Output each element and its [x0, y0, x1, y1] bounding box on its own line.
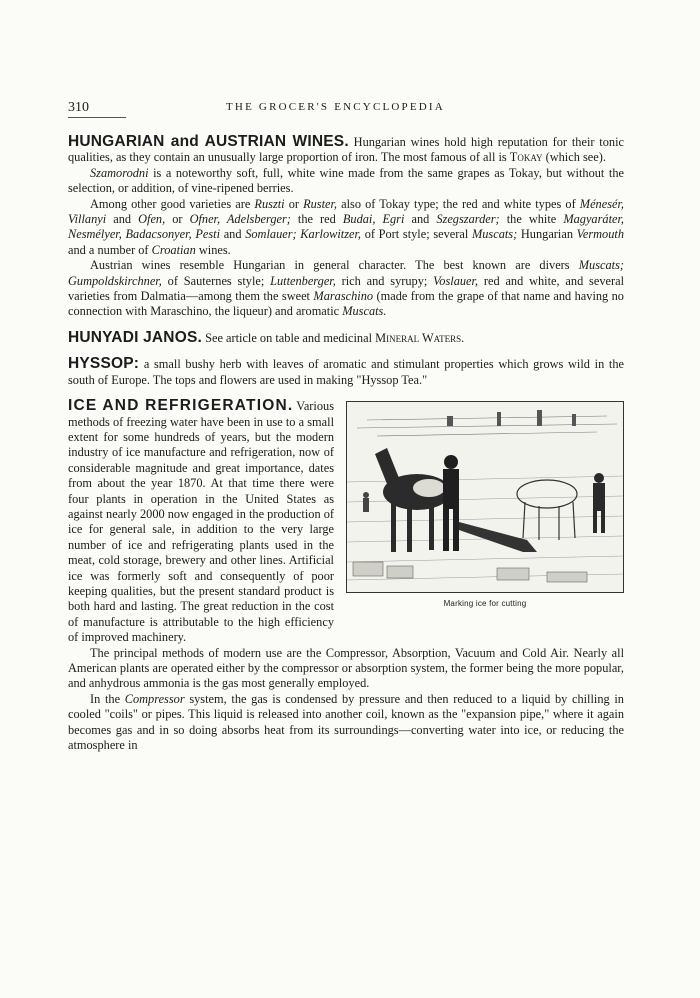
page-body — [68, 124, 624, 753]
ice-paragraph-1: ICE AND REFRIGERATION. Various methods of freezing water have been in use to a small extent for some hundreds of years, but the modern industry of ice manufacture and refrigeration, now of considerable magnitude and great importance, dates from about the year 1870. At that time there were four plants in operation in the United States as against nearly 2000 now engaged in the production of ice for general sale, in addition to the very large number of ice and refrigerating plants used in the meat, cold storage, brewery and other lines. Artificial ice was formerly soft and consequently of poor keeping qualities, but the present standard product is both hard and lasting. The great reduction in the cost of manufacture is attributable to the high efficiency of improved machinery. — [68, 397, 335, 645]
entry-hunyadi-janos: HUNYADI JANOS. See article on table and medicinal Mineral Waters. — [68, 328, 465, 346]
entry-ice-refrigeration — [68, 398, 624, 753]
ice-field-engraving — [347, 402, 623, 592]
entry-hyssop: HYSSOP: a small bushy herb with leaves of aromatic and stimulant properties which grows wild in the south of Europe. The tops and flowers are used in making "Hyssop Tea." — [68, 355, 624, 387]
hungarian-paragraph-4: Austrian wines resemble Hungarian in general character. The best known are divers Muscats; Gumpoldskirchner, of Sauternes style; Luttenberger, rich and syrupy; Voslauer, red and white, and several varieties from Dalmatia—among them the sweet Maraschino (made from the grape of that name and having no connection with Maraschino, the liqueur) and aromatic Muscats. — [68, 258, 625, 319]
figure-caption: Marking ice for cutting — [443, 599, 527, 609]
headword-hungarian: HUNGARIAN and AUSTRIAN WINES. — [68, 133, 349, 150]
mineral-waters-cross-ref: Mineral Waters. — [375, 330, 465, 345]
tokay-cross-ref: Tokay — [509, 150, 543, 165]
ice-paragraph-2: The principal methods of modern use are the Compressor, Absorption, Vacuum and Cold Air. Nearly all American plants are operated either by the compressor or absorption system, the former being the more popular, and anhydrous ammonia is the gas most generally employed. — [68, 645, 624, 691]
figure-illustration — [346, 401, 624, 593]
running-title: THE GROCER'S ENCYCLOPEDIA — [226, 101, 445, 113]
hungarian-paragraph-2: Szamorodni is a noteworthy soft, full, white wine made from the same grapes as Tokay, but without the selection, or addition, of vine-ripened berries. — [68, 165, 624, 196]
ice-paragraph-3: In the Compressor system, the gas is condensed by pressure and then reduced to a liquid by chilling in cooled "coils" or pipes. This liquid is released into another coil, known as the "expansion pipe," where it again becomes gas and in so doing absorbs heat from its surroundings—converting water into ice, or reducing the atmosphere in — [68, 691, 624, 753]
figure-marking-ice — [346, 401, 624, 611]
hungarian-paragraph-3: Among other good varieties are Ruszti or Ruster, also of Tokay type; the red and white types of Ménesér, Villanyi and Ofen, or Ofner, Adelsberger; the red Budai, Egri and Szegszarder; the white Magyaráter, Nesmélyer, Badacsonyer, Pesti and Somlauer; Karlowitzer, of Port style; several Muscats; Hungarian Vermouth and a number of Croatian wines. — [68, 196, 624, 257]
entry-hungarian-wines — [68, 134, 624, 320]
page-header — [68, 100, 624, 117]
header-rule — [68, 117, 126, 118]
page-number: 310 — [68, 100, 89, 115]
hungarian-paragraph-1: HUNGARIAN and AUSTRIAN WINES. Hungarian wines hold high reputation for their tonic qualities, as they contain an unusually large proportion of iron. The most famous of all is Tokay (which see). — [68, 133, 624, 165]
headword-ice: ICE AND REFRIGERATION. — [68, 397, 294, 415]
headword-hunyadi: HUNYADI JANOS. — [68, 328, 203, 346]
headword-hyssop: HYSSOP: — [68, 355, 140, 373]
